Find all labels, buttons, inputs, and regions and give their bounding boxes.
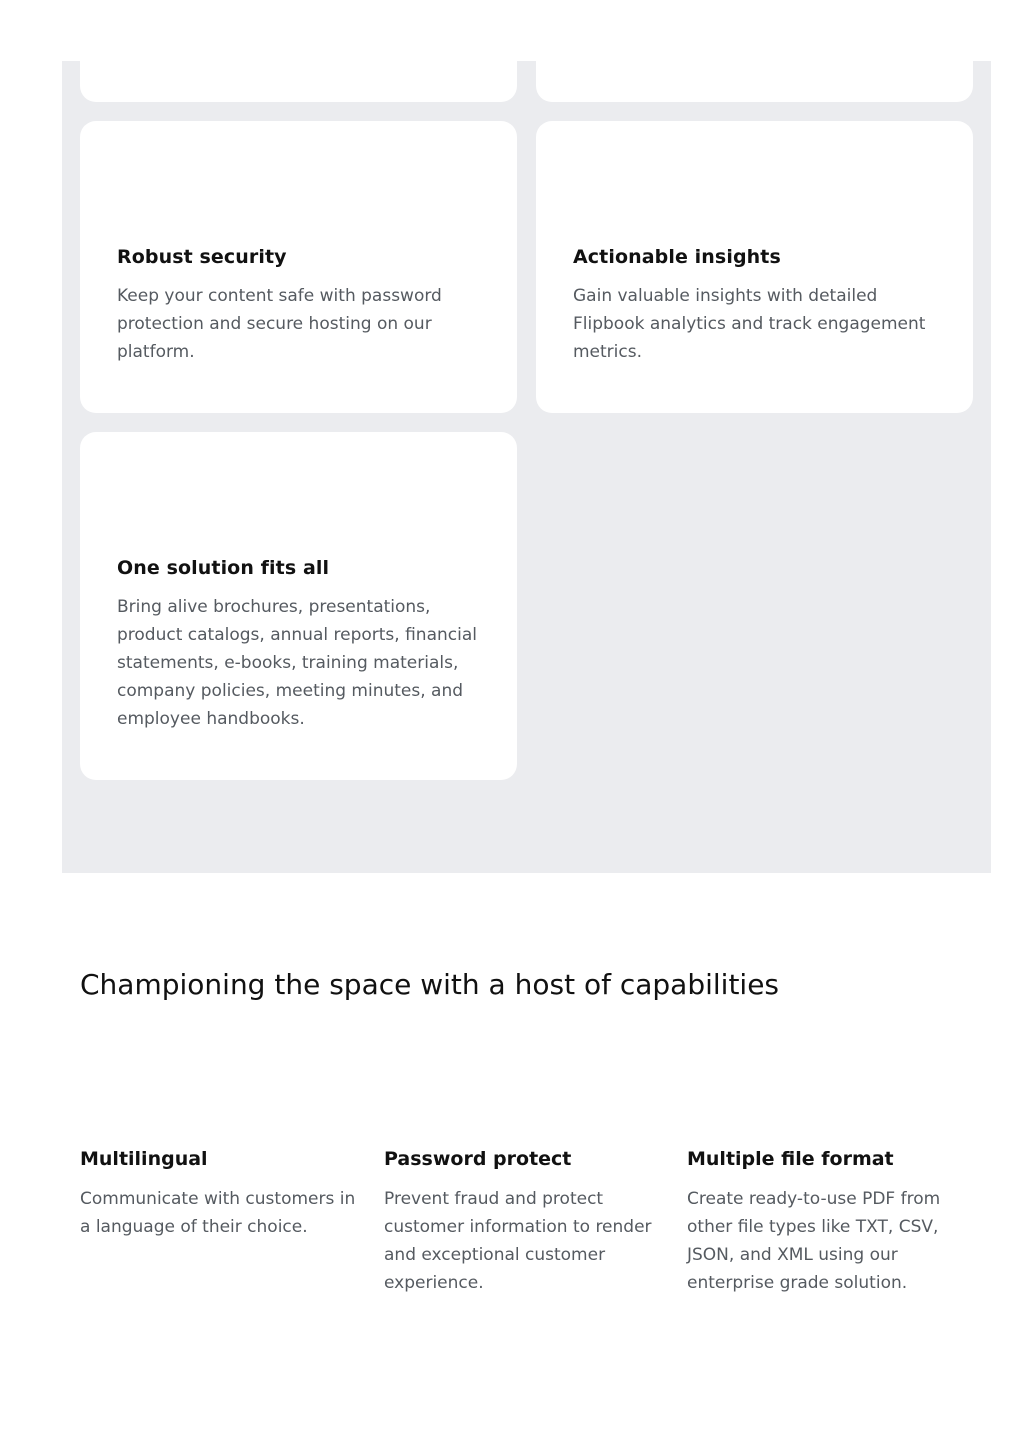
capability-title: Password protect bbox=[384, 1148, 572, 1170]
feature-card-partial-left bbox=[80, 41, 517, 102]
feature-card-one-solution bbox=[80, 432, 517, 780]
feature-card-description: Keep your content safe with password protection and secure hosting on our platform. bbox=[117, 286, 442, 362]
feature-card-robust-security bbox=[80, 121, 517, 413]
feature-card-actionable-insights bbox=[536, 121, 973, 413]
capability-title: Multilingual bbox=[80, 1148, 208, 1170]
capability-password-protect bbox=[384, 1146, 660, 1297]
feature-card-title: Robust security bbox=[117, 246, 287, 268]
feature-card-title: One solution fits all bbox=[117, 557, 330, 579]
capability-description: Create ready-to-use PDF from other file types like TXT, CSV, JSON, and XML using our enterprise grade solution. bbox=[687, 1189, 941, 1293]
capability-multiple-file-format bbox=[687, 1146, 959, 1297]
capabilities-heading: Championing the space with a host of capabilities bbox=[80, 968, 780, 1001]
capability-multilingual bbox=[80, 1146, 360, 1241]
capability-title: Multiple file format bbox=[687, 1148, 894, 1170]
feature-card-description: Gain valuable insights with detailed Flipbook analytics and track engagement metrics. bbox=[573, 286, 926, 362]
feature-panel bbox=[62, 61, 991, 873]
feature-card-description: Bring alive brochures, presentations, product catalogs, annual reports, financial statements, e-books, training materials, company policies, meeting minutes, and employee handbooks. bbox=[117, 597, 477, 729]
feature-card-partial-right bbox=[536, 41, 973, 102]
capability-description: Communicate with customers in a language of their choice. bbox=[80, 1189, 356, 1237]
feature-card-title: Actionable insights bbox=[573, 246, 781, 268]
capability-description: Prevent fraud and protect customer information to render and exceptional customer experience. bbox=[384, 1189, 652, 1293]
